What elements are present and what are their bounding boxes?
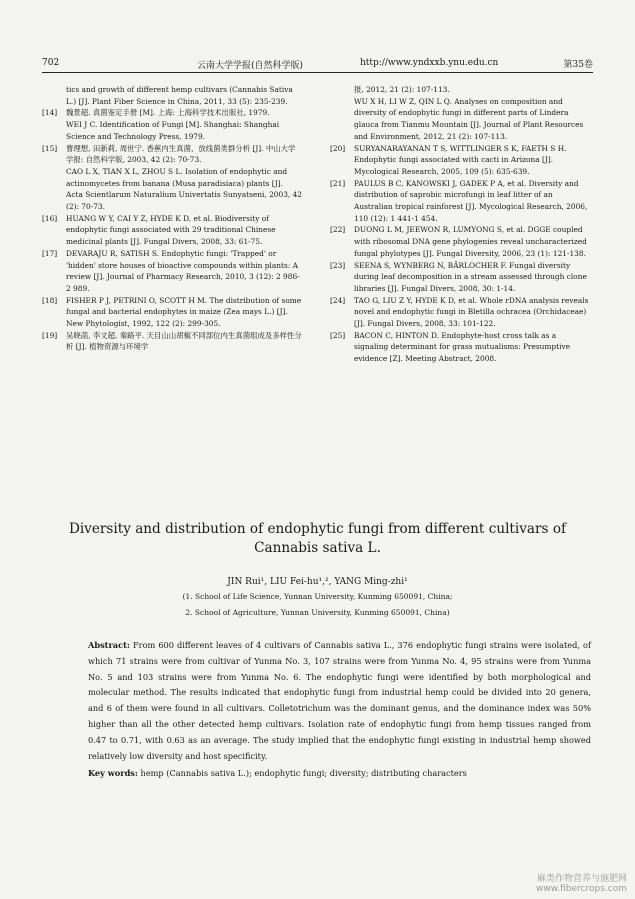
reference-item: 报, 2012, 21 (2): 107-113.	[354, 85, 450, 94]
author-list: JIN Rui¹, LIU Fei-hu¹,², YANG Ming-zhi¹	[227, 577, 408, 587]
affiliation-2: 2. School of Agriculture, Yunnan University, Kunming 650091, China)	[185, 608, 450, 617]
paper-title-block	[0, 520, 635, 558]
reference-item: WU X H, LI W Z, QIN L Q. Analyses on composition and diversity of endophytic fungi in different parts of Lindera glauca from Tianmu Mountain [J]. Journal of Plant Resources and Environment, 2012, 21 (2): 107-113.	[354, 96, 584, 141]
references-left-column	[42, 84, 302, 353]
reference-item: [17] DEVARAJU R, SATISH S. Endophytic fungi: 'Trapped' or 'hidden' store houses of bioactive compounds within plants: A review [J]. Journal of Pharmacy Research, 2010, 3 (12): 2 986-2 989.	[42, 248, 300, 293]
site-watermark	[536, 874, 627, 894]
reference-item: [19] 吴晓菡, 李文超, 秦路平. 天目山山胡椒不同部位内生真菌组成及多样性分析 [J]. 植物资源与环境学	[42, 330, 302, 352]
reference-item: [24] TAO G, LIU Z Y, HYDE K D, et al. Whole rDNA analysis reveals novel and endophytic fungi in Bletilla ochracea (Orchidaceae) [J]. Fungal Divers, 2008, 33: 101-122.	[330, 295, 589, 329]
reference-item: [14] 魏景超. 真菌鉴定手册 [M]. 上海: 上海科学技术出版社, 1979.	[42, 108, 270, 118]
abstract-label: Abstract:	[88, 640, 130, 650]
watermark-title: 麻类作物营养与施肥网	[536, 874, 627, 884]
reference-item: [23] SEENA S, WYNBERG N, BÄRLOCHER F. Fungal diversity during leaf decomposition in a stream assessed through clone libraries [J]. Fungal Divers, 2008, 30: 1-14.	[330, 260, 587, 293]
reference-item: CAO L X, TIAN X L, ZHOU S L. Isolation of endophytic and actinomycetes from banana (Musa paradisiaca) plants [J]. Acta Scientlarum Naturalium Univertatis Sunyatseni, 2003, 42 (2): 70-73.	[66, 166, 302, 212]
journal-url: http://www.yndxxb.ynu.edu.cn	[360, 58, 499, 68]
abstract-text: From 600 different leaves of 4 cultivars of Cannabis sativa L., 376 endophytic fungi strains were isolated, of which 71 strains were from cultivar of Yunma No. 3, 107 strains were from Yunma No. 4, 95 strains were from Yunma No. 5 and 103 strains were from Yunma No. 6. The endophytic fungi were identified by both morphological and molecular method. The results indicated that endophytic fungi from industrial hemp could be divided into 20 genera, and 6 of them were found in all cultivars. Colletotrichum was the dominant genus, and the dominance index was 50% higher than all the other detected hemp cultivars. Isolation rate of endophytic fungi from hemp tissues ranged from 0.47 to 0.71, with 0.63 as an average. The study implied that the endophytic fungi existing in industrial hemp showed relatively low diversity and host specificity.	[88, 640, 591, 761]
reference-item: [25] BACON C, HINTON D. Endophyte-host cross talk as a signaling determinant for grass mutualisms: Presumptive evidence [Z]. Meeting Abstract, 2008.	[330, 330, 571, 364]
journal-name: 云南大学学报(自然科学版)	[197, 61, 304, 71]
volume-label: 第35卷	[563, 60, 593, 70]
reference-item: [22] DUONG L M, JEEWON R, LUMYONG S, et al. DGGE coupled with ribosomal DNA gene phylogenies reveal uncharacterized fungal phylotypes [J]. Fungal Diversity, 2006, 23 (1): 121-138.	[330, 225, 587, 258]
reference-item: [20] SURYANARAYANAN T S, WITTLINGER S K, FAETH S H. Endophytic fungi associated with cacti in Arizona [J]. Mycological Research, 2005, 109 (5): 635-639.	[330, 143, 567, 176]
reference-item: [15] 曹理想, 田新莉, 周世宁. 香蕉内生真菌、放线菌类群分析 [J]. 中山大学学报: 自然科学版, 2003, 42 (2): 70-73.	[42, 143, 296, 165]
keywords-paragraph	[88, 766, 591, 780]
page-header	[42, 58, 593, 73]
reference-item: [16] HUANG W Y, CAI Y Z, HYDE K D, et al. Biodiversity of endophytic fungi associated with 29 traditional Chinese medicinal plants [J]. Fungal Divers, 2008, 33: 61-75.	[42, 213, 276, 247]
keywords-label: Key words:	[88, 768, 138, 778]
reference-item: tics and growth of different hemp cultivars (Cannabis Sativa L.) [J]. Plant Fiber Science in China, 2011, 33 (5): 235-239.	[66, 85, 293, 106]
reference-item: [18] FISHER P J, PETRINI O, SCOTT H M. The distribution of some fungal and bacterial endophytes in maize (Zea mays L.) [J]. New Phytologist, 1992, 122 (2): 299-305.	[42, 295, 302, 329]
references-right-column	[330, 84, 590, 365]
watermark-url: www.fibercrops.com	[536, 884, 627, 894]
affiliation-1: (1. School of Life Science, Yunnan University, Kunming 650091, China;	[182, 592, 453, 601]
page-number: 702	[42, 58, 60, 68]
paper-title: Diversity and distribution of endophytic fungi from different cultivars of Cannabis sativa L.	[68, 521, 567, 556]
keywords-text: hemp (Cannabis sativa L.); endophytic fungi; diversity; distributing characters	[140, 768, 467, 778]
reference-item: [21] PAULUS B C, KANOWSKI J, GADEK P A, et al. Diversity and distribution of saprobic microfungi in leaf litter of an Australian tropical rainforest [J]. Mycological Research, 2006, 110 (12): 1 441-1 454.	[330, 178, 588, 223]
abstract-paragraph	[88, 638, 591, 764]
reference-item: WEI J C. Identification of Fungi [M]. Shanghai: Shanghai Science and Technology Press, 1979.	[66, 120, 280, 141]
